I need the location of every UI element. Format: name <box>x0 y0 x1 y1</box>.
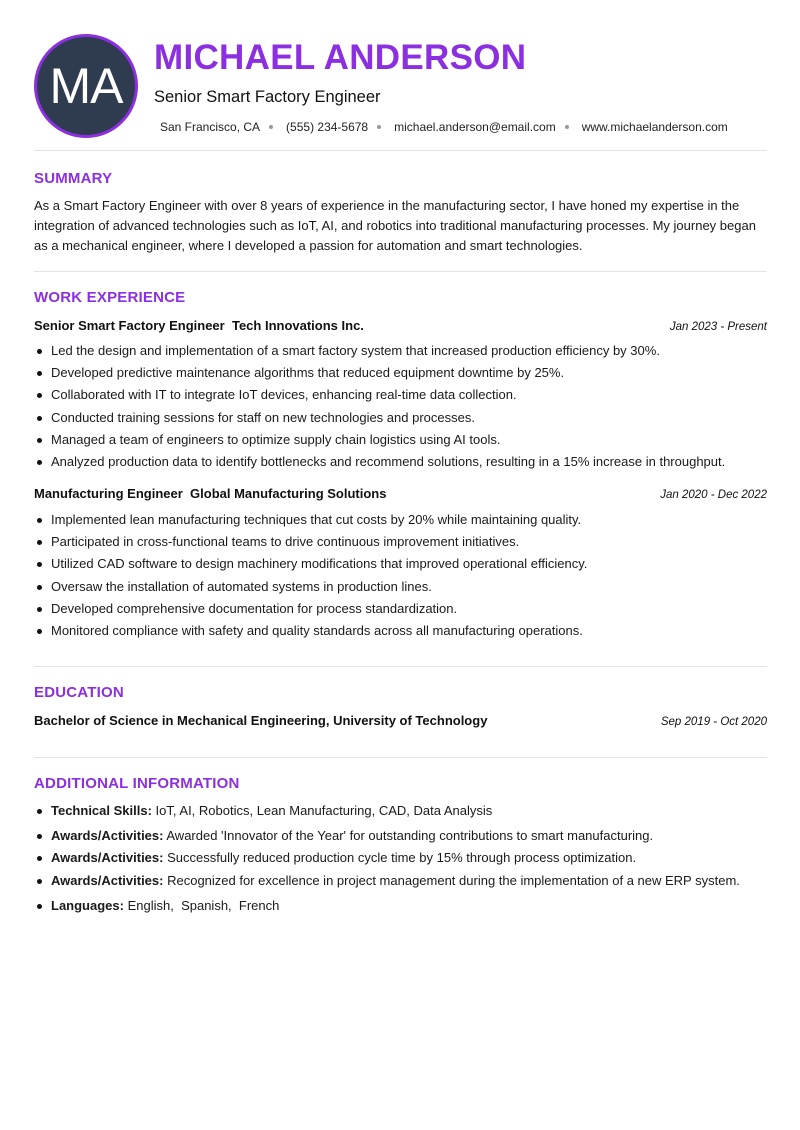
job-role-company <box>34 318 364 333</box>
contact-website[interactable]: www.michaelanderson.com <box>581 120 728 134</box>
job-header <box>34 318 767 333</box>
summary-text: As a Smart Factory Engineer with over 8 years of experience in the manufacturing sector, I have honed my expertise in the integration of advanced technologies such as IoT, AI, and robotics into traditional manufacturing processes. My journey began as a mechanical engineer, where I developed a passion for automation and smart technologies. <box>34 198 756 253</box>
item-text: Recognized for excellence in project management during the implementation of a new ERP system. <box>167 872 740 888</box>
job-company: Tech Innovations Inc. <box>231 318 364 333</box>
item-label: Technical Skills: <box>51 803 152 818</box>
job-title: Senior Smart Factory Engineer <box>154 88 381 106</box>
job-role: Manufacturing Engineer <box>34 486 183 501</box>
list-item: Participated in cross-functional teams to drive continuous improvement initiatives. <box>34 531 774 553</box>
list-item <box>34 870 774 892</box>
item-label: Awards/Activities: <box>51 828 164 844</box>
additional-list <box>34 800 774 917</box>
job-role: Senior Smart Factory Engineer <box>34 318 225 333</box>
divider <box>34 150 767 151</box>
additional-heading: ADDITIONAL INFORMATION <box>34 775 240 792</box>
avatar <box>34 34 138 138</box>
contact-bar <box>160 120 728 134</box>
education-heading: EDUCATION <box>34 684 124 701</box>
job-dates: Jan 2020 - Dec 2022 <box>660 489 767 501</box>
list-item: Collaborated with IT to integrate IoT devices, enhancing real-time data collection. <box>34 384 774 406</box>
list-item: Analyzed production data to identify bottlenecks and recommend solutions, resulting in a 15% increase in throughput. <box>34 451 774 473</box>
list-item: Monitored compliance with safety and quality standards across all manufacturing operations. <box>34 620 774 642</box>
item-label: Awards/Activities: <box>51 850 164 866</box>
item-text: IoT, AI, Robotics, Lean Manufacturing, CAD, Data Analysis <box>155 803 493 818</box>
item-text: English, Spanish, French <box>127 897 280 913</box>
list-item: Led the design and implementation of a smart factory system that increased production efficiency by 30%. <box>34 340 774 362</box>
candidate-name: MICHAEL ANDERSON <box>154 38 527 77</box>
job-bullets <box>34 509 774 642</box>
contact-location: San Francisco, CA <box>160 120 261 134</box>
experience-heading: WORK EXPERIENCE <box>34 289 186 306</box>
item-label: Awards/Activities: <box>51 872 164 888</box>
divider <box>34 757 767 758</box>
contact-phone: (555) 234-5678 <box>286 120 369 134</box>
job-bullets <box>34 340 774 473</box>
list-item <box>34 895 774 917</box>
education-entry <box>34 713 767 728</box>
job-role-company <box>34 486 386 501</box>
item-text: Awarded 'Innovator of the Year' for outstanding contributions to smart manufacturing. <box>166 828 654 844</box>
separator-dot <box>377 125 381 129</box>
contact-email[interactable]: michael.anderson@email.com <box>394 120 556 134</box>
list-item: Utilized CAD software to design machinery modifications that improved operational efficiency. <box>34 553 774 575</box>
divider <box>34 271 767 272</box>
summary-heading: SUMMARY <box>34 170 113 187</box>
list-item <box>34 800 774 822</box>
job-company: Global Manufacturing Solutions <box>190 486 387 501</box>
separator-dot <box>269 125 273 129</box>
divider <box>34 666 767 667</box>
list-item: Developed comprehensive documentation for process standardization. <box>34 598 774 620</box>
education-degree: Bachelor of Science in Mechanical Engineering, University of Technology <box>34 713 488 728</box>
job-header <box>34 486 767 501</box>
list-item: Oversaw the installation of automated systems in production lines. <box>34 576 774 598</box>
list-item: Implemented lean manufacturing techniques that cut costs by 20% while maintaining quality. <box>34 509 774 531</box>
list-item: Managed a team of engineers to optimize supply chain logistics using AI tools. <box>34 429 774 451</box>
list-item: Developed predictive maintenance algorithms that reduced equipment downtime by 25%. <box>34 362 774 384</box>
avatar-initials: MA <box>49 58 123 114</box>
list-item <box>34 847 774 869</box>
list-item <box>34 825 774 847</box>
separator-dot <box>565 125 569 129</box>
list-item: Conducted training sessions for staff on new technologies and processes. <box>34 407 774 429</box>
education-dates: Sep 2019 - Oct 2020 <box>660 716 767 728</box>
item-text: Successfully reduced production cycle time by 15% through process optimization. <box>167 850 637 866</box>
item-label: Languages: <box>51 897 124 913</box>
job-dates: Jan 2023 - Present <box>669 321 767 333</box>
